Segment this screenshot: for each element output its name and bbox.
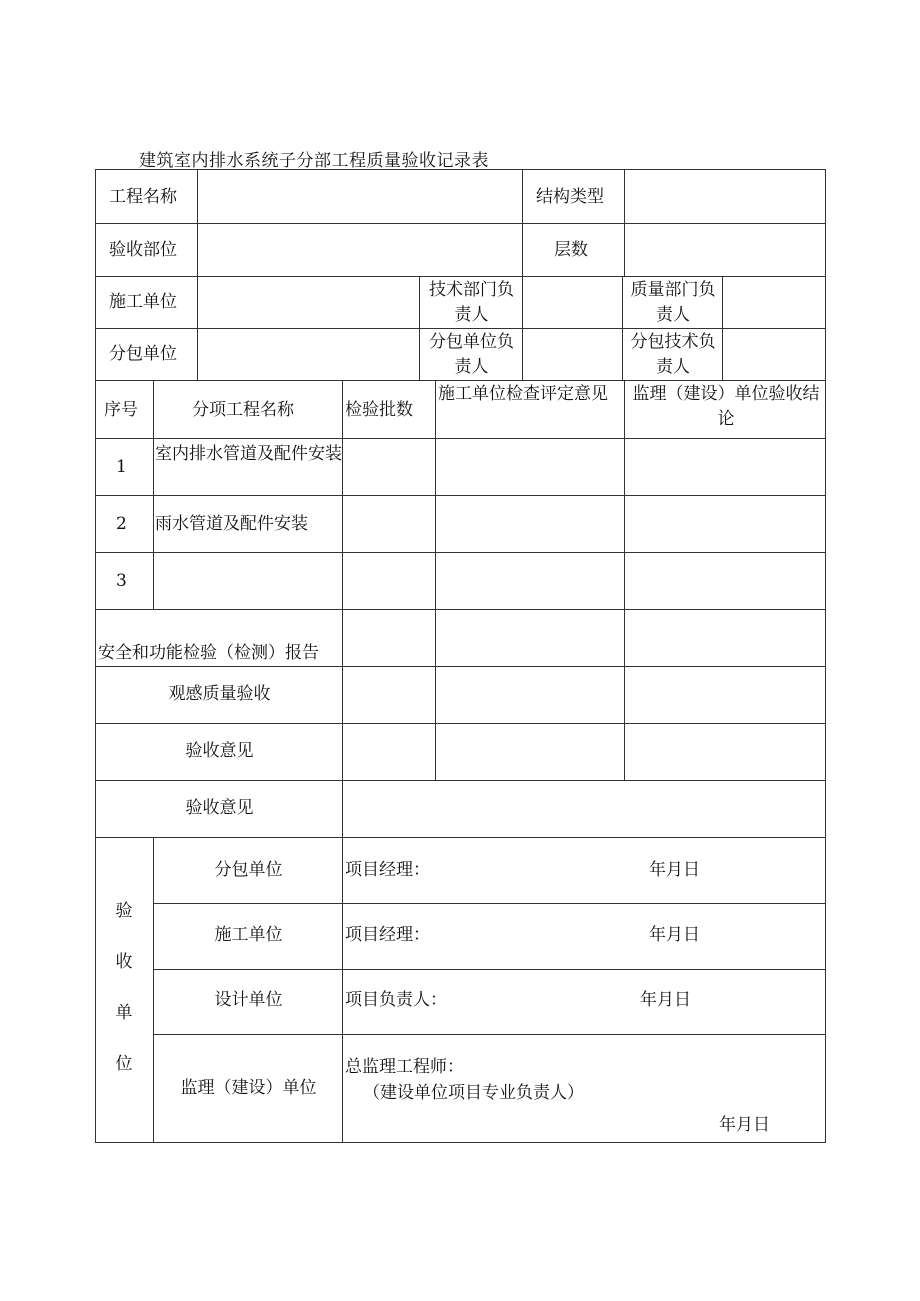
construction-unit-label: 施工单位	[109, 292, 177, 312]
row-2-opinion[interactable]	[435, 495, 624, 552]
structure-type-label: 结构类型	[536, 187, 604, 207]
sign-subcontract-field[interactable]	[342, 837, 826, 903]
structure-type-label-cell	[522, 169, 624, 223]
project-name-label: 工程名称	[109, 187, 177, 207]
page-title: 建筑室内排水系统子分部工程质量验收记录表	[139, 151, 489, 171]
opinion-1-label-cell	[95, 723, 342, 780]
sign-subcontract-role: 项目经理：	[345, 860, 430, 880]
accept-part-label: 验收部位	[109, 240, 177, 260]
opinion-1-conclusion[interactable]	[624, 723, 826, 780]
sign-design-field[interactable]	[342, 969, 826, 1034]
sign-design-role: 项目负责人：	[345, 990, 447, 1010]
structure-type-value[interactable]	[624, 169, 826, 223]
project-name-value[interactable]	[197, 169, 522, 223]
row-3-batch[interactable]	[342, 552, 435, 609]
row-2-seq-cell	[95, 495, 153, 552]
row-3-opinion[interactable]	[435, 552, 624, 609]
sign-design-unit: 设计单位	[214, 990, 283, 1010]
sign-subcontract-date: 年月日	[649, 860, 700, 880]
accept-part-value[interactable]	[197, 223, 522, 276]
appearance-batch[interactable]	[342, 666, 435, 723]
col-opinion-header	[435, 380, 624, 438]
floors-label-cell	[522, 223, 624, 276]
sign-subcontract-unit: 分包单位	[214, 860, 283, 880]
appearance-label-cell	[95, 666, 342, 723]
row-1-seq: 1	[116, 457, 127, 477]
sign-design-unit-cell	[153, 969, 342, 1034]
floors-value[interactable]	[624, 223, 826, 276]
opinion-1-label: 验收意见	[185, 741, 254, 761]
sign-supervision-unit: 监理（建设）单位	[180, 1078, 317, 1098]
sign-construction-unit: 施工单位	[214, 925, 283, 945]
opinion-2-label: 验收意见	[185, 798, 254, 818]
col-conclusion-header	[624, 380, 826, 438]
tech-dept-head-value[interactable]	[522, 276, 622, 328]
acceptance-side-label-cell	[95, 837, 153, 1143]
sign-supervision-date: 年月日	[719, 1115, 770, 1135]
row-1-conclusion[interactable]	[624, 438, 826, 495]
sign-subcontract-unit-cell	[153, 837, 342, 903]
row-3-conclusion[interactable]	[624, 552, 826, 609]
sign-construction-date: 年月日	[649, 925, 700, 945]
appearance-label: 观感质量验收	[168, 684, 271, 704]
sign-supervision-unit-cell	[153, 1034, 342, 1143]
safety-report-label: 安全和功能检验（检测）报告	[98, 643, 319, 663]
col-seq-label: 序号	[104, 400, 138, 420]
sign-construction-role: 项目经理：	[345, 925, 430, 945]
col-opinion-label: 施工单位检查评定意见	[438, 384, 608, 404]
subcontract-unit-label: 分包单位	[109, 344, 177, 364]
col-batch-header	[342, 380, 435, 438]
subcontract-head-label-cell	[419, 328, 522, 380]
subcontract-tech-head-label: 分包技术负责人	[630, 332, 716, 377]
col-name-label: 分项工程名称	[192, 400, 294, 420]
row-3-seq: 3	[116, 571, 127, 591]
row-2-seq: 2	[116, 514, 127, 534]
col-batch-label: 检验批数	[345, 400, 413, 420]
safety-report-opinion[interactable]	[435, 609, 624, 666]
opinion-2-value[interactable]	[342, 780, 826, 837]
subcontract-head-label: 分包单位负责人	[429, 332, 514, 377]
row-2-conclusion[interactable]	[624, 495, 826, 552]
col-seq-header	[95, 380, 153, 438]
subcontract-tech-head-value[interactable]	[722, 328, 826, 380]
sign-construction-field[interactable]	[342, 903, 826, 969]
safety-report-conclusion[interactable]	[624, 609, 826, 666]
safety-report-label-cell	[95, 609, 342, 666]
sign-supervision-role: 总监理工程师：	[345, 1057, 464, 1077]
appearance-conclusion[interactable]	[624, 666, 826, 723]
floors-label: 层数	[554, 240, 588, 260]
row-1-seq-cell	[95, 438, 153, 495]
row-1-name: 室内排水管道及配件安装	[155, 444, 342, 464]
appearance-opinion[interactable]	[435, 666, 624, 723]
row-2-name-cell	[153, 495, 342, 552]
opinion-1-batch[interactable]	[342, 723, 435, 780]
accept-part-label-cell	[95, 223, 197, 276]
opinion-1-opinion[interactable]	[435, 723, 624, 780]
acceptance-side-label: 验收单位	[115, 901, 133, 1074]
tech-dept-head-label: 技术部门负责人	[429, 280, 514, 325]
sign-design-date: 年月日	[640, 990, 691, 1010]
sign-supervision-note: （建设单位项目专业负责人）	[363, 1083, 584, 1103]
row-3-seq-cell	[95, 552, 153, 609]
tech-dept-head-label-cell	[419, 276, 522, 328]
col-name-header	[153, 380, 342, 438]
row-3-name[interactable]	[153, 552, 342, 609]
row-1-opinion[interactable]	[435, 438, 624, 495]
subcontract-head-value[interactable]	[522, 328, 622, 380]
sign-construction-unit-cell	[153, 903, 342, 969]
row-2-name: 雨水管道及配件安装	[155, 514, 308, 534]
quality-dept-head-label: 质量部门负责人	[630, 280, 716, 325]
opinion-2-label-cell	[95, 780, 342, 837]
quality-dept-head-value[interactable]	[722, 276, 826, 328]
construction-unit-value[interactable]	[197, 276, 419, 328]
row-1-name-cell	[153, 438, 342, 495]
row-1-batch[interactable]	[342, 438, 435, 495]
subcontract-tech-head-label-cell	[622, 328, 722, 380]
subcontract-unit-value[interactable]	[197, 328, 419, 380]
project-name-label-cell	[95, 169, 197, 223]
row-2-batch[interactable]	[342, 495, 435, 552]
construction-unit-label-cell	[95, 276, 197, 328]
col-conclusion-label: 监理（建设）单位验收结论	[632, 384, 820, 429]
quality-dept-head-label-cell	[622, 276, 722, 328]
sign-supervision-field[interactable]	[342, 1034, 826, 1143]
subcontract-unit-label-cell	[95, 328, 197, 380]
safety-report-batch[interactable]	[342, 609, 435, 666]
